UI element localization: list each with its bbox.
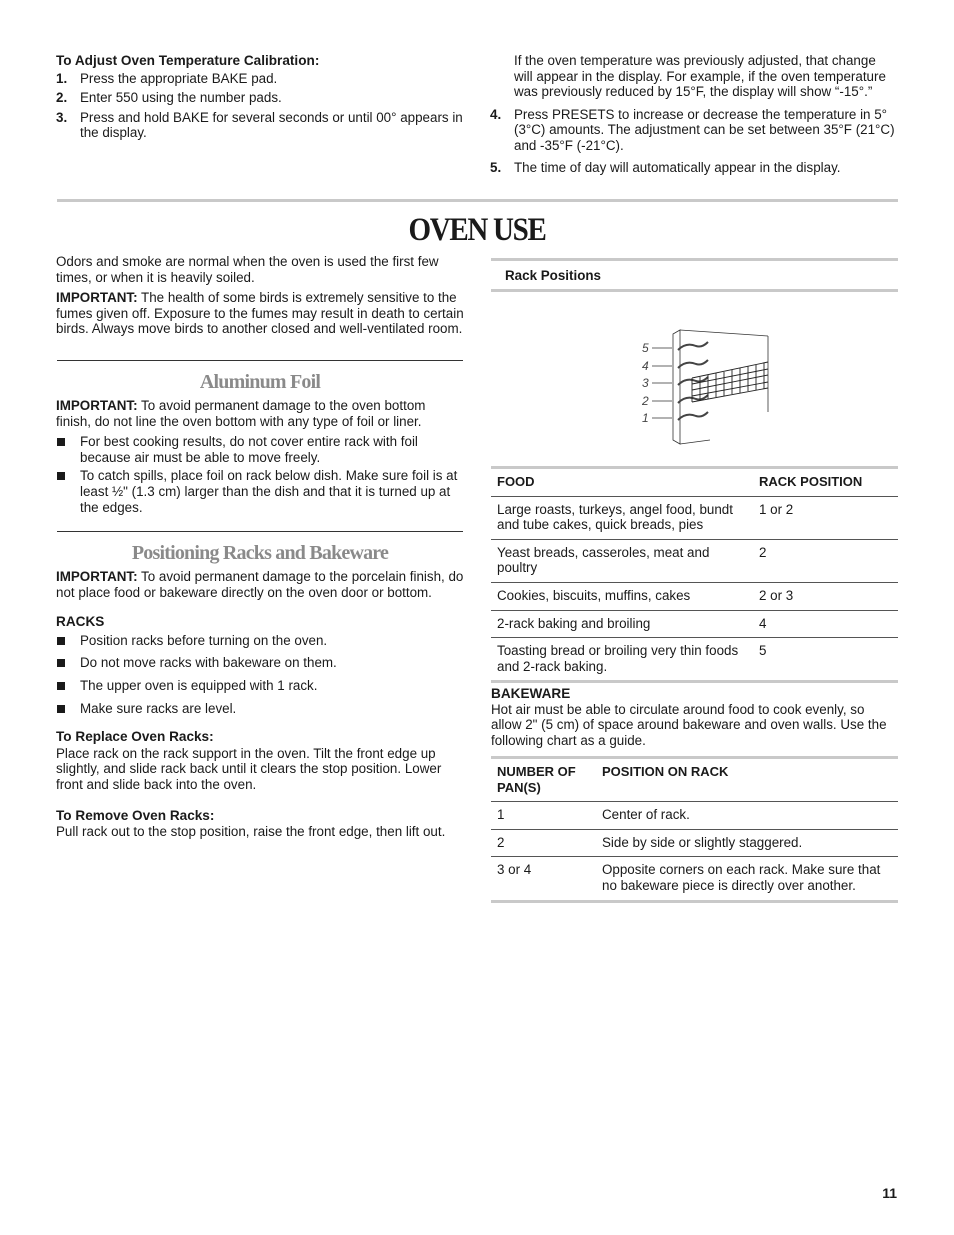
bakeware-heading: BAKEWARE bbox=[491, 686, 571, 701]
rack-label-4: 4 bbox=[642, 359, 649, 373]
step-number: 3. bbox=[56, 109, 68, 125]
step-item bbox=[490, 107, 898, 154]
divider bbox=[57, 531, 463, 532]
square-bullet-icon bbox=[57, 705, 65, 713]
table-row bbox=[491, 802, 898, 830]
step-number: 1. bbox=[56, 70, 68, 86]
section-title-positioning: Positioning Racks and Bakeware bbox=[131, 542, 389, 564]
table-cell: Yeast breads, casseroles, meat and poultry bbox=[491, 539, 753, 582]
remove-racks-text: Pull rack out to the stop position, raise the front edge, then lift out. bbox=[56, 824, 446, 840]
table-cell: 2 or 3 bbox=[753, 582, 898, 610]
list-item-text: Make sure racks are level. bbox=[80, 700, 237, 716]
divider bbox=[57, 360, 463, 361]
list-item-text: For best cooking results, do not cover entire rack with foil because air must be able to move freely. bbox=[80, 434, 418, 465]
step-text: Enter 550 using the number pads. bbox=[80, 90, 282, 106]
table-cell: Toasting bread or broiling very thin foods and 2-rack baking. bbox=[491, 638, 753, 682]
list-item bbox=[56, 678, 464, 694]
table-header-row bbox=[491, 468, 898, 497]
table-cell: 1 bbox=[491, 802, 596, 830]
table-row bbox=[491, 857, 898, 901]
food-rack-table bbox=[491, 466, 898, 683]
list-item bbox=[56, 468, 464, 515]
column-header-pans: NUMBER OF PAN(S) bbox=[497, 764, 576, 795]
important-text: The health of some birds is extremely sensitive to the fumes given off. Exposure to the fumes may result in death to certain birds. Always move birds to another closed and well-ventilated room. bbox=[56, 290, 464, 337]
table-cell: Large roasts, turkeys, angel food, bundt and tube cakes, quick breads, pies bbox=[491, 496, 753, 539]
table-row bbox=[491, 582, 898, 610]
table-cell: Opposite corners on each rack. Make sure that no bakeware piece is directly over another. bbox=[596, 857, 898, 901]
square-bullet-icon bbox=[57, 472, 65, 480]
square-bullet-icon bbox=[57, 438, 65, 446]
table-cell: Center of rack. bbox=[596, 802, 898, 830]
table-row bbox=[491, 539, 898, 582]
rack-label-3: 3 bbox=[642, 376, 649, 390]
list-item bbox=[56, 434, 464, 465]
rack-label-2: 2 bbox=[642, 394, 649, 408]
oven-rack-icon bbox=[692, 362, 768, 402]
step-item bbox=[56, 71, 464, 87]
list-item-text: To catch spills, place foil on rack below dish. Make sure foil is at least ½" (1.3 cm) larger than the dish and that it is turned up at the edges. bbox=[80, 468, 458, 515]
important-text: To avoid permanent damage to the porcelain finish, do not place food or bakeware directly on the oven door or bottom. bbox=[56, 569, 464, 600]
table-cell: 3 or 4 bbox=[491, 857, 596, 901]
calibration-right bbox=[490, 53, 898, 179]
column-header-position: POSITION ON RACK bbox=[602, 764, 729, 779]
section-title-aluminum-foil: Aluminum Foil bbox=[199, 371, 321, 393]
bakeware-section bbox=[491, 686, 898, 748]
important-text: To avoid permanent damage to the oven bottom finish, do not line the oven bottom with any type of foil or liner. bbox=[56, 398, 426, 429]
step-item bbox=[56, 90, 464, 106]
calibration-left bbox=[56, 53, 464, 145]
important-label: IMPORTANT: bbox=[56, 398, 138, 413]
calibration-steps-right bbox=[490, 107, 898, 175]
table-row bbox=[491, 610, 898, 638]
list-item bbox=[56, 633, 464, 649]
rack-positions-diagram bbox=[630, 322, 775, 462]
step-text: Press the appropriate BAKE pad. bbox=[80, 70, 278, 86]
table-cell: 2 bbox=[491, 829, 596, 857]
rack-positions-bottom-rule bbox=[491, 289, 898, 292]
table-row bbox=[491, 496, 898, 539]
step-text: Press and hold BAKE for several seconds or until 00° appears in the display. bbox=[80, 109, 463, 141]
step3-continued: If the oven temperature was previously adjusted, that change will appear in the display. For example, if the oven temperature was previously reduced by 15°F, the display will show “-15°.” bbox=[514, 53, 886, 100]
square-bullet-icon bbox=[57, 637, 65, 645]
step-text: The time of day will automatically appear in the display. bbox=[514, 159, 841, 175]
rack-positions-top-rule bbox=[491, 258, 898, 261]
positioning-section bbox=[56, 541, 464, 840]
list-item-text: The upper oven is equipped with 1 rack. bbox=[80, 677, 318, 693]
intro bbox=[56, 254, 464, 337]
square-bullet-icon bbox=[57, 682, 65, 690]
aluminum-foil-section bbox=[56, 370, 464, 522]
step-item bbox=[490, 160, 898, 176]
step-text: Press PRESETS to increase or decrease the temperature in 5° (3°C) amounts. The adjustment can be set between 35°F (21°C) and -35°F (-21°C). bbox=[514, 106, 895, 153]
important-label: IMPORTANT: bbox=[56, 569, 138, 584]
column-header-food: FOOD bbox=[497, 474, 535, 489]
table-cell: Side by side or slightly staggered. bbox=[596, 829, 898, 857]
list-item bbox=[56, 655, 464, 671]
table-cell: 2-rack baking and broiling bbox=[491, 610, 753, 638]
page-title: OVEN USE bbox=[408, 212, 546, 248]
calibration-steps-left bbox=[56, 71, 464, 141]
racks-bullets bbox=[56, 633, 464, 716]
foil-bullets bbox=[56, 434, 464, 515]
table-cell: 5 bbox=[753, 638, 898, 682]
table-cell: 2 bbox=[753, 539, 898, 582]
rack-label-1: 1 bbox=[642, 411, 649, 425]
page-number: 11 bbox=[882, 1185, 897, 1201]
step-number: 2. bbox=[56, 90, 68, 106]
foil-important bbox=[56, 398, 464, 429]
intro-important bbox=[56, 290, 464, 337]
intro-paragraph: Odors and smoke are normal when the oven is used the first few times, or when it is heavily soiled. bbox=[56, 254, 439, 285]
step-item bbox=[56, 110, 464, 141]
positioning-important bbox=[56, 569, 464, 600]
remove-racks-heading: To Remove Oven Racks: bbox=[56, 807, 215, 823]
rack-label-5: 5 bbox=[642, 341, 649, 355]
list-item bbox=[56, 701, 464, 717]
table-row bbox=[491, 638, 898, 682]
rack-positions-heading: Rack Positions bbox=[505, 268, 601, 283]
square-bullet-icon bbox=[57, 659, 65, 667]
table-cell: 4 bbox=[753, 610, 898, 638]
table-row bbox=[491, 829, 898, 857]
table-cell: Cookies, biscuits, muffins, cakes bbox=[491, 582, 753, 610]
bakeware-table bbox=[491, 756, 898, 903]
step-number: 5. bbox=[490, 159, 502, 175]
list-item-text: Position racks before turning on the oven. bbox=[80, 632, 328, 648]
replace-racks-heading: To Replace Oven Racks: bbox=[56, 729, 214, 745]
bakeware-text: Hot air must be able to circulate around food to cook evenly, so allow 2" (5 cm) of space around bakeware and oven walls. Use the following chart as a guide. bbox=[491, 701, 887, 748]
step-number: 4. bbox=[490, 106, 502, 122]
important-label: IMPORTANT: bbox=[56, 290, 138, 306]
racks-heading: RACKS bbox=[56, 614, 105, 630]
list-item-text: Do not move racks with bakeware on them. bbox=[80, 655, 337, 671]
table-cell: 1 or 2 bbox=[753, 496, 898, 539]
calibration-heading: To Adjust Oven Temperature Calibration: bbox=[56, 53, 320, 68]
section-divider bbox=[57, 199, 898, 202]
table-header-row bbox=[491, 758, 898, 802]
replace-racks-text: Place rack on the rack support in the oven. Tilt the front edge up slightly, and slide rack back until it clears the stop position. Lower front and slide back into the oven. bbox=[56, 745, 442, 792]
column-header-rack-position: RACK POSITION bbox=[759, 474, 863, 489]
